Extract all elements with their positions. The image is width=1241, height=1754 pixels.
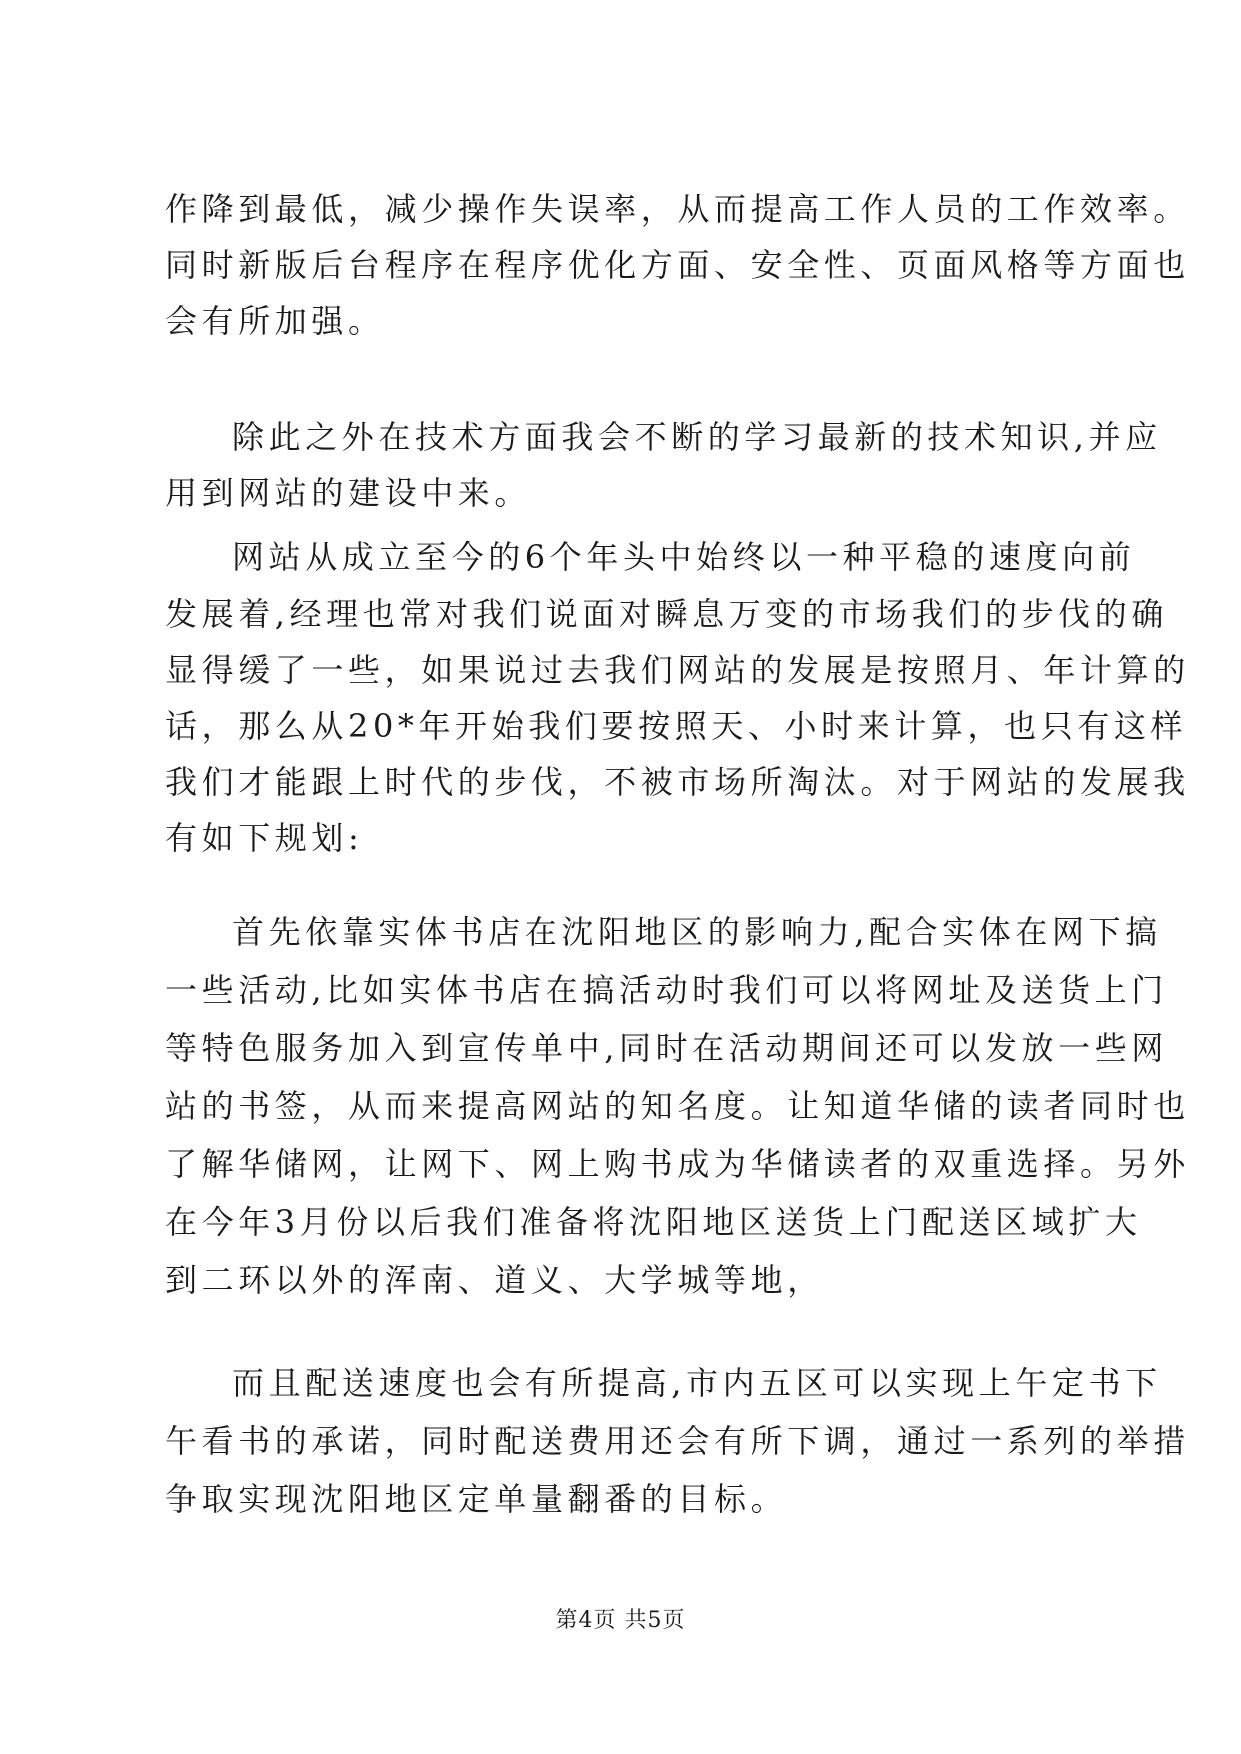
text-line-4: 除此之外在技术方面我会不断的学习最新的技术知识,并应 — [232, 418, 1162, 456]
text-line-21: 争取实现沈阳地区定单量翻番的目标。 — [165, 1480, 788, 1518]
text-line-14: 等特色服务加入到宣传单中,同时在活动期间还可以发放一些网 — [165, 1029, 1168, 1067]
text-line-7: 发展着,经理也常对我们说面对瞬息万变的市场我们的步伐的确 — [165, 595, 1168, 633]
text-line-8: 显得缓了一些，如果说过去我们网站的发展是按照月、年计算的 — [165, 651, 1190, 689]
text-line-9: 话，那么从20*年开始我们要按照天、小时来计算，也只有这样 — [165, 707, 1188, 745]
text-line-18: 到二环以外的浑南、道义、大学城等地， — [165, 1261, 824, 1299]
page-number-footer: 第4页 共5页 — [555, 1608, 686, 1633]
text-line-15: 站的书签，从而来提高网站的知名度。让知道华储的读者同时也 — [165, 1087, 1190, 1125]
text-line-12: 首先依靠实体书店在沈阳地区的影响力,配合实体在网下搞 — [232, 913, 1162, 951]
text-line-19: 而且配送速度也会有所提高,市内五区可以实现上午定书下 — [232, 1364, 1162, 1402]
text-line-13: 一些活动,比如实体书店在搞活动时我们可以将网址及送货上门 — [165, 971, 1168, 1009]
text-line-11: 有如下规划: — [165, 819, 364, 857]
text-line-3: 会有所加强。 — [165, 302, 385, 340]
text-line-20: 午看书的承诺，同时配送费用还会有所下调，通过一系列的举措 — [165, 1422, 1190, 1460]
text-line-16: 了解华储网，让网下、网上购书成为华储读者的双重选择。另外 — [165, 1145, 1190, 1183]
text-line-17: 在今年3月份以后我们准备将沈阳地区送货上门配送区域扩大 — [165, 1203, 1142, 1241]
text-line-2: 同时新版后台程序在程序优化方面、安全性、页面风格等方面也 — [165, 246, 1190, 284]
text-line-5: 用到网站的建设中来。 — [165, 474, 532, 512]
text-line-10: 我们才能跟上时代的步伐，不被市场所淘汰。对于网站的发展我 — [165, 763, 1190, 801]
text-line-6: 网站从成立至今的6个年头中始终以一种平稳的速度向前 — [232, 538, 1136, 576]
text-line-1: 作降到最低，减少操作失误率，从而提高工作人员的工作效率。 — [165, 190, 1190, 228]
